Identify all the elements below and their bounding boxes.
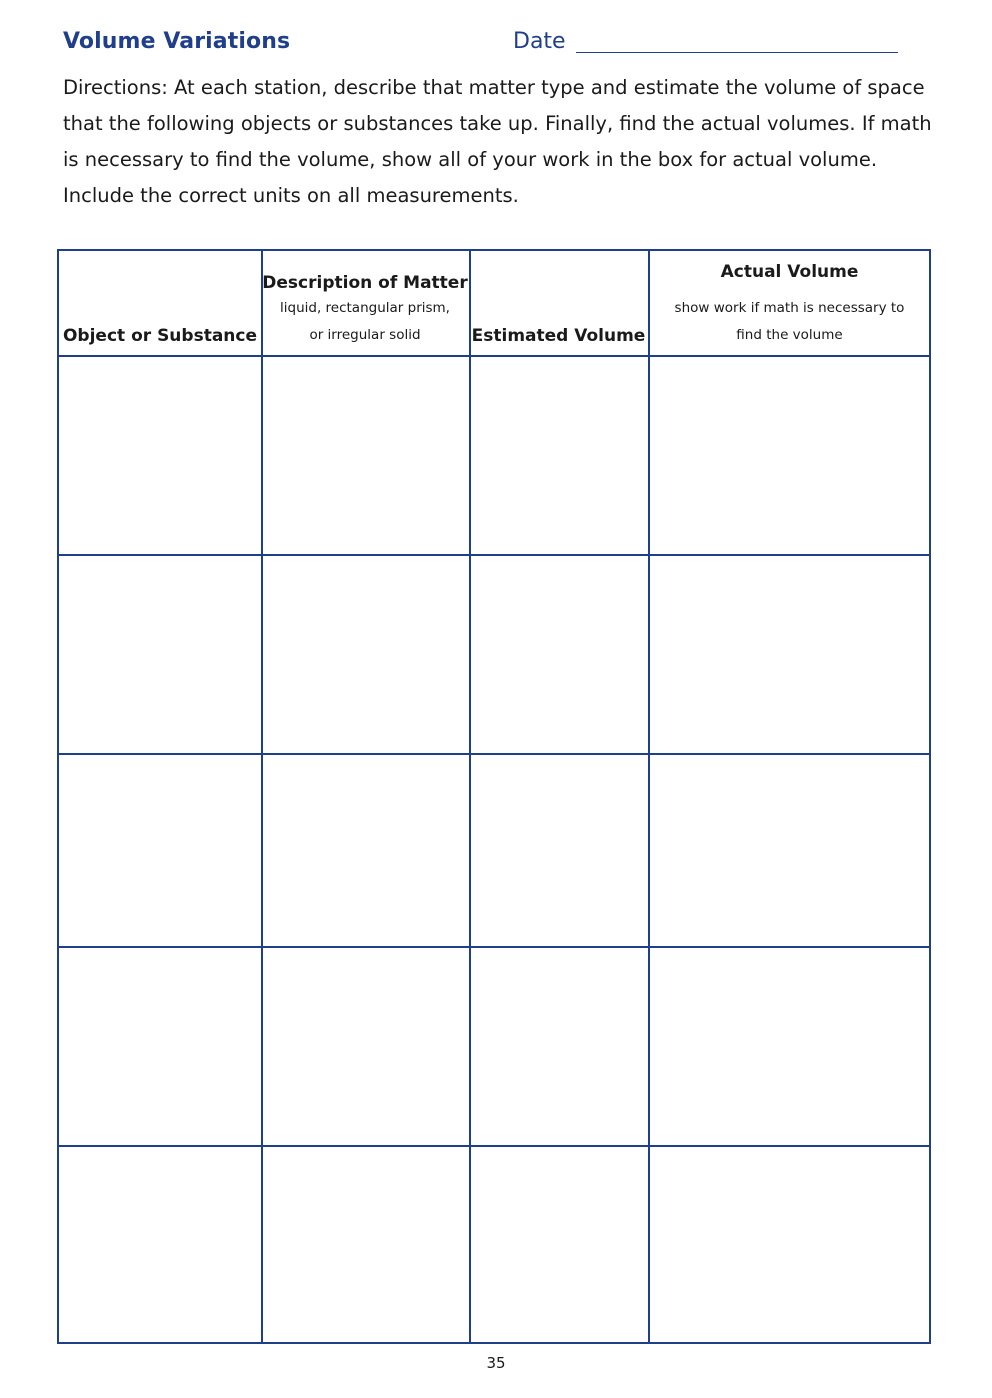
table-cell-estimated[interactable] [471, 948, 648, 1145]
volume-table [57, 249, 931, 1344]
page-number: 35 [486, 1354, 506, 1372]
table-cell-estimated[interactable] [471, 1147, 648, 1342]
table-cell-object[interactable] [59, 755, 261, 946]
date-label: Date [513, 29, 566, 54]
table-cell-actual[interactable] [650, 948, 931, 1145]
table-cell-estimated[interactable] [471, 357, 648, 554]
column-header-label: Description of Matter [262, 273, 468, 293]
table-cell-description[interactable] [263, 948, 469, 1145]
column-header-subtitle: find the volume [736, 327, 843, 343]
column-header-subtitle: show work if math is necessary to [674, 300, 905, 316]
column-header-label: Estimated Volume [471, 326, 646, 346]
table-cell-object[interactable] [59, 357, 261, 554]
table-cell-object[interactable] [59, 1147, 261, 1342]
table-cell-object[interactable] [59, 556, 261, 753]
column-header-label: Object or Substance [62, 326, 258, 346]
directions-text: Directions: At each station, describe that matter type and estimate the volume of space that the following objects or substances take up. Finally, find the actual volumes. If math is necessary to find the volume, show all of your work in the box for actual volume. Include the correct units on all measurements. [63, 76, 932, 207]
column-header-object [59, 326, 261, 346]
column-header-label: Actual Volume [720, 262, 859, 282]
table-cell-actual[interactable] [650, 357, 931, 554]
column-header-actual [648, 262, 931, 349]
column-header-subtitle: liquid, rectangular prism, [280, 300, 450, 316]
table-cell-actual[interactable] [650, 755, 931, 946]
table-cell-actual[interactable] [650, 1147, 931, 1342]
table-cell-description[interactable] [263, 556, 469, 753]
table-cell-description[interactable] [263, 1147, 469, 1342]
table-cell-description[interactable] [263, 357, 469, 554]
date-blank-line[interactable] [576, 52, 898, 53]
table-cell-estimated[interactable] [471, 755, 648, 946]
column-header-subtitle: or irregular solid [309, 327, 421, 343]
table-cell-object[interactable] [59, 948, 261, 1145]
column-header-estimated [469, 326, 648, 346]
worksheet-title: Volume Variations [63, 29, 291, 54]
table-cell-estimated[interactable] [471, 556, 648, 753]
table-cell-actual[interactable] [650, 556, 931, 753]
table-cell-description[interactable] [263, 755, 469, 946]
column-header-description [261, 273, 469, 349]
